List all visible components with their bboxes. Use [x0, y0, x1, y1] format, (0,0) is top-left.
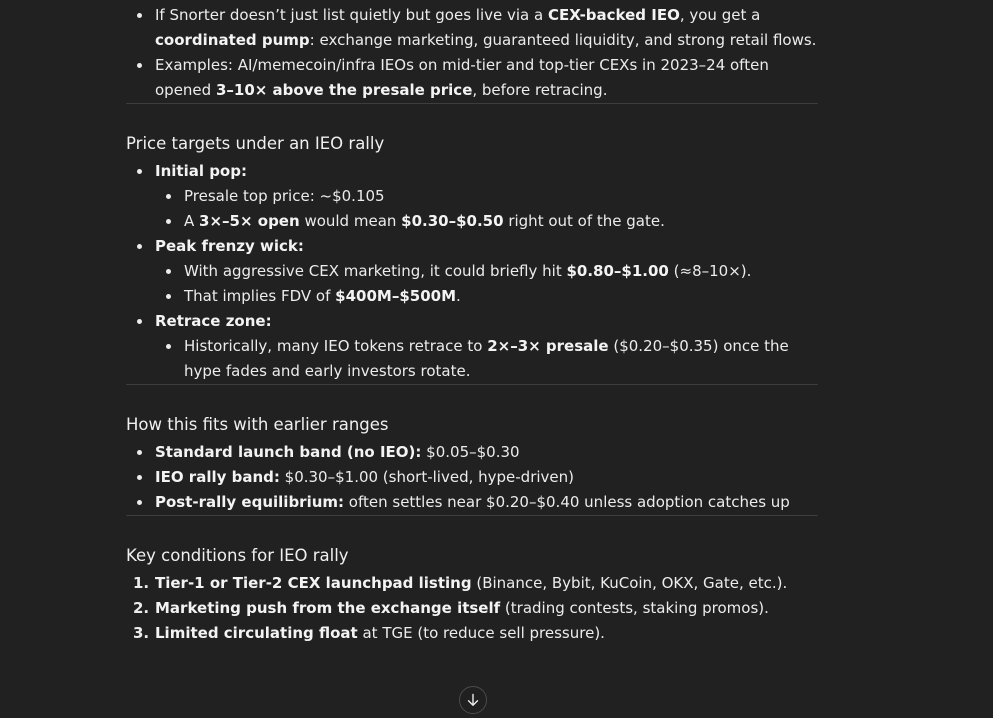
list-item-text: , before retracing.: [472, 81, 608, 99]
sub-list-item-bold: $0.30–$0.50: [401, 212, 504, 230]
sub-list-item: [155, 334, 818, 384]
sub-list-item: [155, 184, 818, 209]
sub-list-item-text: Presale top price: ~$0.105: [184, 187, 385, 205]
numbered-list-item: [126, 621, 818, 646]
section-heading: How this fits with earlier ranges: [126, 415, 389, 434]
sub-list-item-bold: 3×–5× open: [199, 212, 300, 230]
sub-list-item-text: right out of the gate.: [503, 212, 665, 230]
list-item-bold: Tier-1 or Tier-2 CEX launchpad listing: [155, 574, 472, 592]
list-item-label: Retrace zone:: [155, 312, 272, 330]
conditions-list: [126, 571, 818, 646]
list-item: [126, 440, 818, 465]
list-number: 3.: [133, 624, 150, 642]
sub-list-item-text: A: [184, 212, 200, 230]
sub-list-item-text: .: [456, 287, 461, 305]
sub-list-item-text: That implies FDV of: [184, 287, 336, 305]
sub-list: [155, 334, 818, 384]
list-item-text: If Snorter doesn’t just list quietly but goes live via a: [155, 6, 548, 24]
section-heading: Key conditions for IEO rally: [126, 546, 349, 565]
sub-list-item: [155, 209, 818, 234]
list-item: [126, 465, 818, 490]
list-item-label: Initial pop:: [155, 162, 247, 180]
list-item: [126, 159, 818, 234]
sub-list-item: [155, 259, 818, 284]
list-item-label: Peak frenzy wick:: [155, 237, 304, 255]
sub-list-item-bold: $0.80–$1.00: [566, 262, 669, 280]
list-item-bold: Standard launch band (no IEO):: [155, 443, 422, 461]
list-item-bold: 3–10× above the presale price: [215, 81, 473, 99]
section-divider: [126, 515, 818, 516]
list-item-bold: IEO rally band:: [155, 468, 280, 486]
sub-list: [155, 184, 818, 234]
sub-list-item-text: ($0.20–$0.35) once the hype fades and early investors rotate.: [184, 337, 789, 380]
sub-list-item-text: would mean: [299, 212, 402, 230]
sub-list-item-bold: $400M–$500M: [335, 287, 456, 305]
scroll-to-bottom-button[interactable]: [459, 686, 487, 714]
list-item: [126, 3, 818, 53]
sub-list-item-text: Historically, many IEO tokens retrace to: [184, 337, 488, 355]
list-item: [126, 490, 818, 515]
list-item-text: $0.05–$0.30: [421, 443, 520, 461]
section-divider: [126, 103, 818, 104]
arrow-down-icon: [466, 693, 480, 707]
ranges-list: [126, 440, 818, 515]
list-item-text: often settles near $0.20–$0.40 unless adoption catches up: [344, 493, 790, 511]
section-heading: Price targets under an IEO rally: [126, 134, 385, 153]
chat-message-content: [126, 3, 818, 646]
list-item: [126, 234, 818, 309]
list-item-bold: coordinated pump: [155, 31, 310, 49]
sub-list-item-bold: 2×–3× presale: [487, 337, 609, 355]
numbered-list-item: [126, 571, 818, 596]
list-item-bold: Marketing push from the exchange itself: [155, 599, 501, 617]
sub-list-item-text: (≈8–10×).: [668, 262, 752, 280]
list-item-bold: CEX-backed IEO: [547, 6, 680, 24]
list-item-text: (Binance, Bybit, KuCoin, OKX, Gate, etc.).: [471, 574, 788, 592]
list-item-text: Examples: AI/memecoin/infra IEOs on mid-tier and top-tier CEXs in 2023–24 often opened: [155, 56, 769, 99]
list-item-text: , you get a: [679, 6, 761, 24]
list-item-text: $0.30–$1.00 (short-lived, hype-driven): [279, 468, 574, 486]
numbered-list-item: [126, 596, 818, 621]
list-item: [126, 309, 818, 384]
list-number: 2.: [133, 599, 150, 617]
list-item-text: (trading contests, staking promos).: [500, 599, 769, 617]
sub-list-item: [155, 284, 818, 309]
list-item-text: at TGE (to reduce sell pressure).: [357, 624, 605, 642]
intro-list: [126, 3, 818, 103]
list-item-bold: Post-rally equilibrium:: [155, 493, 345, 511]
list-item-text: : exchange marketing, guaranteed liquidity, and strong retail flows.: [309, 31, 817, 49]
list-number: 1.: [133, 574, 150, 592]
list-item: [126, 53, 818, 103]
section-divider: [126, 384, 818, 385]
list-item-bold: Limited circulating float: [155, 624, 358, 642]
sub-list-item-text: With aggressive CEX marketing, it could briefly hit: [184, 262, 567, 280]
price-targets-list: [126, 159, 818, 384]
sub-list: [155, 259, 818, 309]
